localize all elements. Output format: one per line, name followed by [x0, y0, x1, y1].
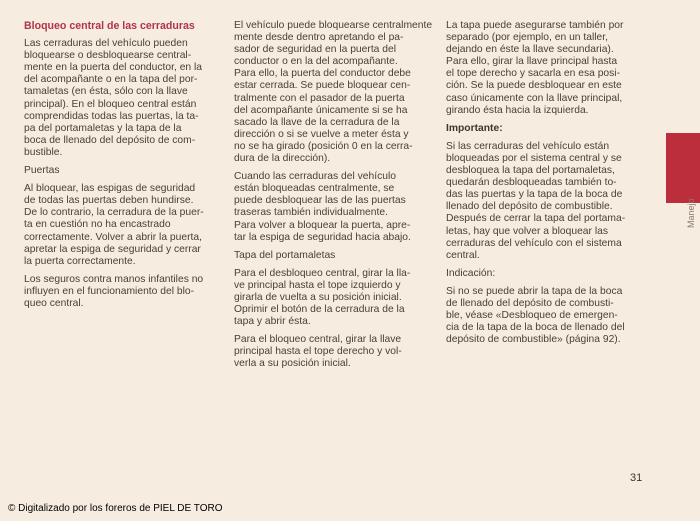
- text-line: dura de la dirección).: [234, 153, 331, 165]
- text-line: Oprimir el botón de la cerradura de la: [234, 304, 405, 316]
- text-line: De lo contrario, la cerradura de la puer-: [24, 207, 204, 219]
- note-heading: Indicación:: [446, 267, 496, 279]
- text-line: el tope derecho y sacarla en esa posi-: [446, 68, 621, 80]
- text-line: quedarán desbloqueadas también to-: [446, 177, 617, 189]
- text-line: dirección o si se vuelve a meter ésta y: [234, 128, 409, 140]
- text-line: sacado la llave de la cerradura de la: [234, 116, 400, 128]
- paragraph: [234, 334, 430, 370]
- paragraph: [24, 183, 220, 268]
- text-line: sador de seguridad en la puerta del: [234, 44, 397, 56]
- text-line: apretar la espiga de seguridad y cerrar: [24, 243, 201, 255]
- text-line: El vehículo puede bloquearse centralmente: [234, 20, 433, 31]
- footer-credit: © Digitalizado por los foreros de PIEL DE TORO: [8, 503, 223, 514]
- section-tab-label: Manejo: [686, 198, 696, 228]
- text-line: girarla de vuelta a su posición inicial.: [234, 291, 402, 303]
- text-line: ta en cuestión no ha encastrado: [24, 219, 171, 231]
- text-line: Cuando las cerraduras del vehículo: [234, 171, 396, 183]
- text-line: ve principal hasta el tope izquierdo y: [234, 279, 401, 291]
- text-line: pa del portamaletas y la tapa de la: [24, 122, 182, 134]
- text-line: caso únicamente con la llave principal,: [446, 92, 623, 104]
- important-heading: Importante:: [446, 122, 503, 134]
- text-line: estar cerrada. Se puede bloquear cen-: [234, 80, 411, 92]
- page-number: 31: [630, 472, 643, 484]
- text-line: Al bloquear, las espigas de seguridad: [24, 183, 196, 195]
- text-line: influyen en el funcionamiento del blo-: [24, 285, 195, 297]
- text-line: cerraduras del vehículo con el sistema: [446, 237, 622, 249]
- text-line: La tapa puede asegurarse también por: [446, 20, 624, 31]
- text-line: Para el desbloqueo central, girar la lla-: [234, 267, 411, 279]
- text-line: dejando en éste la llave secundaria).: [446, 44, 614, 56]
- paragraph: [446, 20, 642, 117]
- text-line: Para el bloqueo central, girar la llave: [234, 334, 402, 346]
- text-line: letas, hay que volver a bloquear las: [446, 225, 608, 237]
- text-line: central.: [446, 249, 480, 261]
- text-line: llenado del depósito de combustible.: [446, 201, 613, 213]
- text-line: mente en la puerta del conductor, en la: [24, 62, 203, 74]
- text-line: principal hasta el tope derecho y vol-: [234, 346, 402, 358]
- column-2: [234, 20, 433, 377]
- text-line: tamaletas (en ésta, sólo con la llave: [24, 86, 188, 98]
- text-line: traseras también individualmente.: [234, 207, 388, 219]
- text-line: boca de llenado del depósito de com-: [24, 134, 196, 146]
- text-line: tralmente con el pasador de la puerta: [234, 92, 405, 104]
- text-line: de todas las puertas deben hundirse.: [24, 195, 194, 207]
- text-line: ble, véase «Desbloqueo de emergen-: [446, 310, 618, 322]
- text-line: conductor o en la del acompañante.: [234, 56, 398, 68]
- text-line: Para ello, girar la llave principal hasta: [446, 56, 618, 68]
- text-line: no se ha girado (posición 0 en la cerra-: [234, 140, 413, 152]
- text-line: puede desbloquear las de las puertas: [234, 195, 406, 207]
- section-heading: Bloqueo central de las cerraduras: [24, 20, 195, 32]
- text-line: Para ello, la puerta del conductor debe: [234, 68, 411, 80]
- subheading-puertas: Puertas: [24, 165, 60, 177]
- text-line: tapa y abrir ésta.: [234, 316, 311, 328]
- paragraph: [24, 38, 220, 159]
- text-line: cia de la tapa de la boca de llenado del: [446, 322, 625, 334]
- text-line: Después de cerrar la tapa del portama-: [446, 213, 626, 225]
- paragraph: [446, 141, 642, 262]
- column-3: [446, 20, 642, 352]
- text-line: correctamente. Volver a abrir la puerta,: [24, 231, 202, 243]
- paragraph: [446, 286, 642, 346]
- text-line: Si no se puede abrir la tapa de la boca: [446, 285, 623, 297]
- text-line: mente desde dentro apretando el pa-: [234, 32, 404, 44]
- text-line: Si las cerraduras del vehículo están: [446, 140, 610, 152]
- text-line: ción. Se la puede desbloquear en este: [446, 80, 622, 92]
- text-line: bloqueadas por el sistema central y se: [446, 152, 622, 164]
- text-line: desbloquea la tapa del portamaletas,: [446, 165, 615, 177]
- text-line: girando ésta hacia la izquierda.: [446, 104, 589, 116]
- text-line: bloquearse o desbloquearse central-: [24, 50, 192, 62]
- text-line: verla a su posición inicial.: [234, 358, 351, 370]
- paragraph: [234, 20, 433, 165]
- paragraph: [234, 171, 430, 244]
- text-line: tar la espiga de seguridad hacia abajo.: [234, 231, 411, 243]
- text-line: de llenado del depósito de combusti-: [446, 297, 614, 309]
- text-line: están bloqueadas centralmente, se: [234, 183, 395, 195]
- text-line: queo central.: [24, 297, 84, 309]
- subheading-tapa-portamaletas: Tapa del portamaletas: [234, 249, 336, 261]
- text-line: principal). En el bloqueo central están: [24, 98, 197, 110]
- text-line: Los seguros contra manos infantiles no: [24, 273, 204, 285]
- paragraph: [234, 268, 430, 328]
- text-line: del acompañante o en la tapa del por-: [24, 74, 198, 86]
- paragraph: [24, 274, 220, 310]
- text-line: Para volver a bloquear la puerta, apre-: [234, 219, 411, 231]
- text-line: Las cerraduras del vehículo pueden: [24, 38, 188, 50]
- text-line: del acompañante únicamente si se ha: [234, 104, 408, 116]
- text-line: bustible.: [24, 146, 63, 158]
- text-line: la puerta correctamente.: [24, 255, 136, 267]
- text-line: comprendidas todas las puertas, la ta-: [24, 110, 199, 122]
- text-line: das las puertas y la tapa de la boca de: [446, 189, 623, 201]
- text-line: separado (por ejemplo, en un taller,: [446, 32, 608, 44]
- text-line: depósito de combustible» (página 92).: [446, 334, 621, 346]
- column-1: [24, 20, 220, 316]
